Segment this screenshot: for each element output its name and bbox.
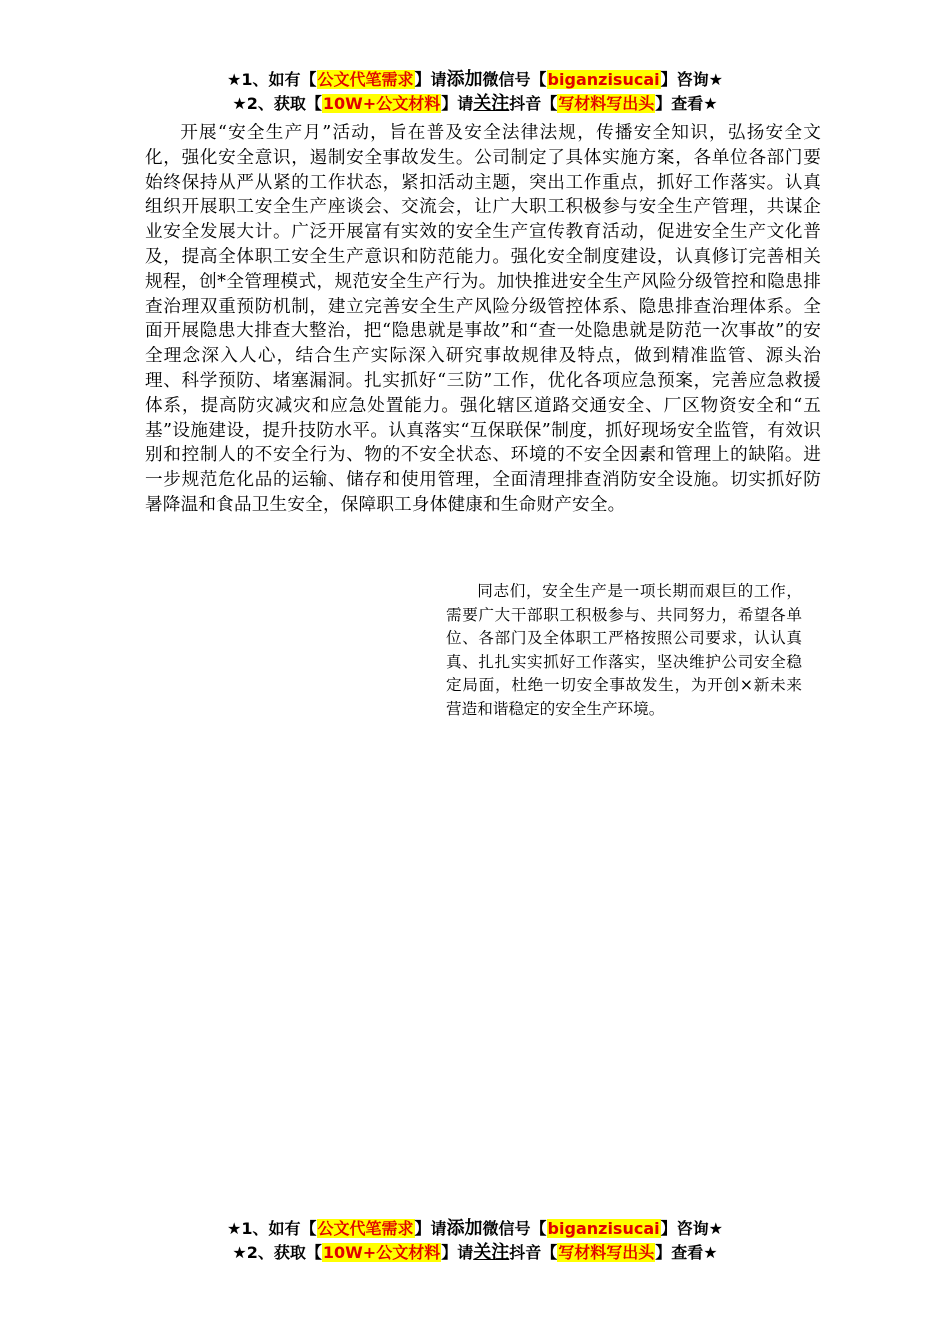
main-paragraph: 开展“安全生产月”活动，旨在普及安全法律法规，传播安全知识，弘扬安全文化，强化安全意识，遏制安全事故发生。公司制定了具体实施方案，各单位各部门要始终保持从严从紧的工作状态，紧扣活动主题，突出工作重点，抓好工作落实。认真组织开展职工安全生产座谈会、交流会，让广大职工积极参与安全生产管理，共谋企业安全发展大计。广泛开展富有实效的安全生产宣传教育活动，促进安全生产文化普及，提高全体职工安全生产意识和防范能力。强化安全制度建设，认真修订完善相关规程，创*全管理模式，规范安全生产行为。加快推进安全生产风险分级管控和隐患排查治理双重预防机制，建立完善安全生产风险分级管控体系、隐患排查治理体系。全面开展隐患大排查大整治，把“隐患就是事故”和“查一处隐患就是防范一次事故”的安全理念深入人心，结合生产实际深入研究事故规律及特点，做到精准监管、源头治理、科学预防、堵塞漏洞。扎实抓好“三防”工作，优化各项应急预案，完善应急救援体系，提高防灾减灾和应急处置能力。强化辖区道路交通安全、厂区物资安全和“五基”设施建设，提升技防水平。认真落实“互保联保”制度，抓好现场安全监管，有效识别和控制人的不安全行为、物的不安全状态、环境的不安全因素和管理上的缺陷。进一步规范危化品的运输、储存和使用管理，全面清理排查消防安全设施。切实抓好防暑降温和食品卫生安全，保障职工身体健康和生命财产安全。 bbox=[145, 123, 821, 515]
banner-2-mid2: 抖音【 bbox=[509, 94, 558, 113]
banner-2-suffix: 】查看★ bbox=[655, 1243, 718, 1262]
banner-1-highlight-wechat: biganzisucai bbox=[547, 1219, 660, 1238]
banner-1-highlight-service: 公文代笔需求 bbox=[317, 1219, 414, 1238]
banner-2-mid2: 抖音【 bbox=[509, 1243, 558, 1262]
banner-1-prefix: ★1、如有【 bbox=[227, 70, 317, 89]
banner-1-prefix: ★1、如有【 bbox=[227, 1219, 317, 1238]
banner-2-suffix: 】查看★ bbox=[655, 94, 718, 113]
banner-line-1 bbox=[0, 68, 950, 92]
top-banner bbox=[0, 68, 950, 116]
banner-1-highlight-service: 公文代笔需求 bbox=[317, 70, 414, 89]
banner-1-mid: 】请 bbox=[414, 70, 447, 89]
banner-line-2 bbox=[0, 1241, 950, 1265]
banner-2-highlight-materials: 10W+公文材料 bbox=[322, 94, 441, 113]
banner-2-highlight-douyin: 写材料写出头 bbox=[558, 94, 655, 113]
banner-2-highlight-douyin: 写材料写出头 bbox=[558, 1243, 655, 1262]
banner-1-mid2: 微信号【 bbox=[482, 70, 547, 89]
banner-1-highlight-wechat: biganzisucai bbox=[547, 70, 660, 89]
banner-1-suffix: 】咨询★ bbox=[660, 1219, 723, 1238]
banner-line-1 bbox=[0, 1217, 950, 1241]
banner-2-highlight-materials: 10W+公文材料 bbox=[322, 1243, 441, 1262]
bottom-banner bbox=[0, 1217, 950, 1265]
banner-2-emphasis: 关注 bbox=[473, 93, 510, 114]
closing-paragraph: 同志们，安全生产是一项长期而艰巨的工作，需要广大干部职工积极参与、共同努力，希望各单位、各部门及全体职工严格按照公司要求，认认真真、扎扎实实抓好工作落实，坚决维护公司安全稳定局面，杜绝一切安全事故发生，为开创×新未来营造和谐稳定的安全生产环境。 bbox=[446, 582, 802, 718]
banner-1-emphasis: 添加 bbox=[446, 69, 483, 90]
banner-2-emphasis: 关注 bbox=[473, 1242, 510, 1263]
banner-1-suffix: 】咨询★ bbox=[660, 70, 723, 89]
banner-1-emphasis: 添加 bbox=[446, 1218, 483, 1239]
banner-2-prefix: ★2、获取【 bbox=[232, 1243, 322, 1262]
banner-1-mid2: 微信号【 bbox=[482, 1219, 547, 1238]
banner-2-mid: 】请 bbox=[441, 94, 474, 113]
banner-2-mid: 】请 bbox=[441, 1243, 474, 1262]
banner-2-prefix: ★2、获取【 bbox=[232, 94, 322, 113]
banner-1-mid: 】请 bbox=[414, 1219, 447, 1238]
banner-line-2 bbox=[0, 92, 950, 116]
